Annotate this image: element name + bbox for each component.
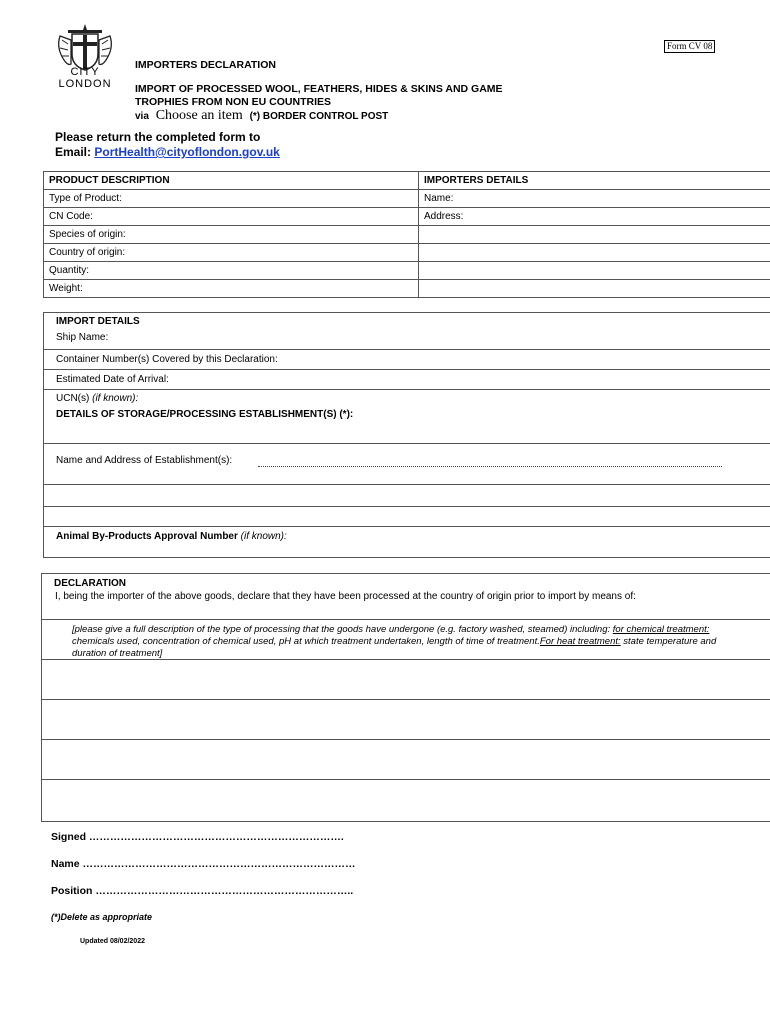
border-post-label: (*) BORDER CONTROL POST (249, 111, 389, 122)
establishment-extra-line[interactable] (44, 507, 770, 527)
signed-field[interactable]: Signed ………………………………………………………………. (51, 831, 344, 843)
importer-field-blank[interactable] (419, 244, 770, 262)
border-post-dropdown[interactable]: Choose an item (155, 108, 243, 123)
import-details-section (43, 312, 770, 558)
product-field-type[interactable]: Type of Product: (44, 190, 419, 208)
logo-text: CITY LONDON (58, 66, 112, 90)
declaration-title: DECLARATION (54, 578, 127, 589)
via-label: via (135, 111, 149, 122)
importer-field-name[interactable]: Name: (419, 190, 770, 208)
establishment-dotted-line (258, 466, 722, 467)
email-link[interactable]: PortHealth@cityoflondon.gov.uk (94, 145, 280, 159)
processing-line[interactable] (42, 780, 770, 821)
importer-details-header: IMPORTERS DETAILS (419, 172, 770, 190)
processing-instructions-text: [please give a full description of the type of processing that the goods have undergone (e.g. factory washed, steamed) including: for chemical treatment: chemicals used, concentration of chemical used, pH at which treatment undertaken, length of time of treatment.For heat treatment: state temperature and duration of treatment] (72, 624, 717, 659)
ship-name-field[interactable]: Ship Name: (44, 330, 770, 350)
import-details-title: IMPORT DETAILS (56, 316, 140, 327)
product-field-cn-code[interactable]: CN Code: (44, 208, 419, 226)
product-importer-table (43, 171, 770, 298)
product-field-country[interactable]: Country of origin: (44, 244, 419, 262)
processing-line[interactable] (42, 700, 770, 740)
processing-line[interactable] (42, 660, 770, 700)
return-line: Please return the completed form to (55, 130, 261, 144)
importer-field-address[interactable]: Address: (419, 208, 770, 226)
approval-number-field[interactable]: Animal By-Products Approval Number (if known): (56, 531, 287, 542)
page-subtitle: IMPORT OF PROCESSED WOOL, FEATHERS, HIDES & SKINS AND GAME TROPHIES FROM NON EU COUNTRIES (135, 83, 503, 108)
product-field-species[interactable]: Species of origin: (44, 226, 419, 244)
position-field[interactable]: Position ……………………………………………………………….. (51, 885, 354, 897)
return-instructions (55, 130, 280, 160)
declaration-section (41, 573, 770, 822)
email-label: Email: (55, 145, 92, 159)
product-description-header: PRODUCT DESCRIPTION (44, 172, 419, 190)
page-title: IMPORTERS DECLARATION (135, 59, 276, 71)
establishment-extra-line[interactable] (44, 485, 770, 507)
storage-title: DETAILS OF STORAGE/PROCESSING ESTABLISHMENT(S) (*): (44, 408, 770, 444)
processing-line[interactable] (42, 740, 770, 780)
name-field[interactable]: Name …………………………………………………………………… (51, 858, 356, 870)
arrival-date-field[interactable]: Estimated Date of Arrival: (44, 370, 770, 390)
form-reference: Form CV 08 (664, 40, 715, 53)
container-number-field[interactable]: Container Number(s) Covered by this Declaration: (44, 350, 770, 370)
processing-instructions[interactable] (42, 620, 770, 660)
product-field-quantity[interactable]: Quantity: (44, 262, 419, 280)
declaration-statement: I, being the importer of the above goods, declare that they have been processed at the country of origin prior to import by means of: (42, 590, 770, 620)
importer-field-blank[interactable] (419, 226, 770, 244)
establishment-field[interactable]: Name and Address of Establishment(s): (44, 444, 770, 485)
updated-date: Updated 08/02/2022 (80, 938, 145, 945)
importer-field-blank[interactable] (419, 280, 770, 298)
importer-field-blank[interactable] (419, 262, 770, 280)
ucn-field[interactable]: UCN(s) (if known): (56, 393, 139, 404)
delete-note: (*)Delete as appropriate (51, 912, 153, 922)
product-field-weight[interactable]: Weight: (44, 280, 419, 298)
border-post-line (135, 108, 388, 124)
